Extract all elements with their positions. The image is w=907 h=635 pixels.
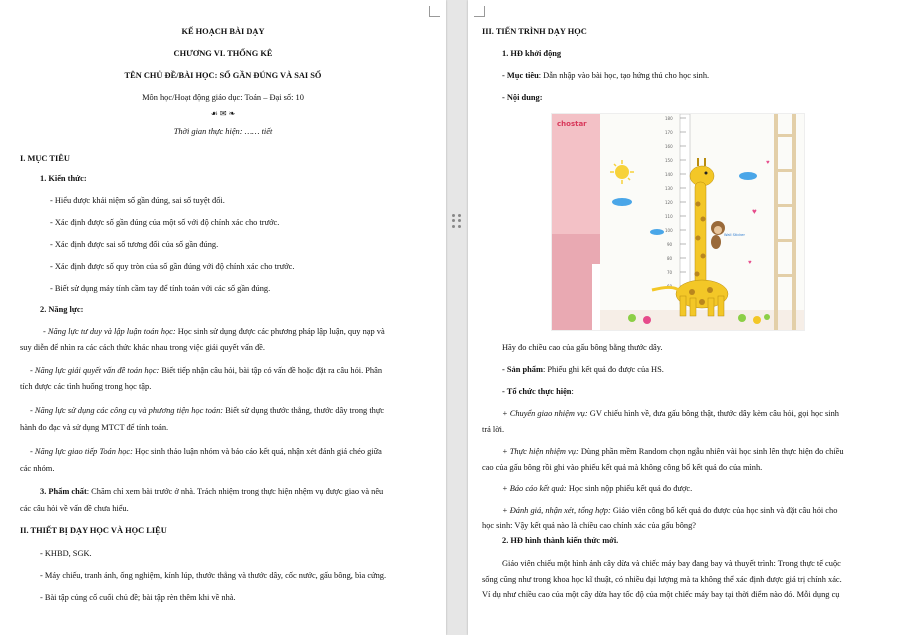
competency-continuation: hành đo đạc và sử dụng MTCT để tính toán. (20, 423, 169, 432)
section-heading-process: III. TIẾN TRÌNH DẠY HỌC (482, 27, 587, 36)
equipment-item: - KHBD, SGK. (40, 549, 92, 558)
competency-label: - Năng lực giao tiếp Toán học: (30, 447, 133, 456)
step-label: + Chuyển giao nhiệm vụ: (502, 409, 588, 418)
product-line (502, 365, 664, 375)
step-continuation: cao của gấu bông rồi ghi vào phiếu kết quả mà không công bố kết quả đo của mình. (482, 463, 763, 472)
svg-text:Wall Sticker: Wall Sticker (724, 233, 745, 237)
knowledge-item: - Xác định được sai số tương đối của số gần đúng. (50, 240, 219, 249)
competency-paragraph (43, 327, 385, 337)
competency-label: - Năng lực giải quyết vấn đề toán học: (30, 366, 160, 375)
content-label: - Nội dung: (502, 93, 543, 102)
duration-line: Thời gian thực hiện: …… tiết (173, 127, 273, 136)
heart-icon: ♥ (752, 207, 757, 216)
qualities-text: : Chăm chỉ xem bài trước ở nhà. Trách nhiệm trong thực hiện nhệm vụ được giao và nêu (86, 487, 384, 496)
svg-text:140: 140 (665, 172, 673, 177)
svg-text:120: 120 (665, 200, 673, 205)
goal-line (502, 71, 709, 81)
subheading-knowledge: 1. Kiến thức: (40, 174, 87, 183)
step-text: GV chiếu hình về, đưa gấu bông thật, thước dây kèm câu hỏi, gọi học sinh (587, 409, 839, 418)
organization-step (502, 506, 837, 516)
body-paragraph-line: sống cũng như trong khoa học kĩ thuật, có nhiều đại lượng mà ta không thể xác định được giá trị chính xác. (482, 575, 842, 584)
svg-text:110: 110 (665, 214, 673, 219)
svg-text:80: 80 (667, 256, 673, 261)
subheading-new-knowledge: 2. HĐ hình thành kiến thức mới. (502, 536, 619, 545)
qualities-label: 3. Phẩm chất (40, 487, 87, 496)
svg-text:chostar: chostar (557, 120, 587, 128)
step-label: + Thực hiện nhiệm vụ: (502, 447, 579, 456)
equipment-item: - Bài tập củng cố cuối chủ đề; bài tập rèn thêm khi về nhà. (40, 593, 236, 602)
subheading-warmup: 1. HĐ khởi động (502, 49, 562, 58)
competency-paragraph (30, 406, 384, 416)
giraffe-illustration (552, 114, 804, 330)
svg-text:160: 160 (665, 144, 673, 149)
competency-continuation: suy diễn để nhìn ra các cách thức khác nhau trong việc giải quyết vấn đề. (20, 343, 265, 352)
equipment-item: - Máy chiếu, tranh ảnh, ống nghiệm, kính lúp, thước thẳng và thước dây, cốc nước, gấu bông, bìa cứng. (40, 571, 387, 580)
competency-text: Biết tiếp nhận câu hỏi, bài tập có vấn đề hoặc đặt ra câu hỏi. Phân (159, 366, 383, 375)
step-continuation: học sinh: Vậy kết quả nào là chiều cao chính xác của gấu bông? (482, 521, 697, 530)
organization-heading (502, 387, 574, 397)
step-label: + Đánh giá, nhận xét, tổng hợp: (502, 506, 611, 515)
goal-text: : Dẫn nhập vào bài học, tạo hứng thú cho học sinh. (538, 71, 710, 80)
competency-continuation: tích được các tình huống trong học tập. (20, 382, 152, 391)
heart-icon: ♥ (766, 160, 770, 166)
body-paragraph-line: Ví dụ như chiều cao của một cây dừa hay tốc độ của một chiếc máy bay tại thời điểm nào đó. Mỗi dụng cụ (482, 590, 840, 599)
step-continuation: trả lời. (482, 425, 505, 434)
step-text: Giáo viên công bố kết quả đo được của học sinh và đặt câu hỏi cho (610, 506, 838, 515)
competency-paragraph (30, 366, 382, 376)
svg-text:130: 130 (665, 186, 673, 191)
organization-step (502, 409, 839, 419)
qualities-paragraph (40, 487, 383, 497)
competency-text: Học sinh sử dụng được các phương pháp lập luận, quy nạp và (175, 327, 385, 336)
document-page-left (0, 0, 446, 635)
chapter-title: CHƯƠNG VI. THỐNG KÊ (173, 49, 273, 58)
knowledge-item: - Xác định được số quy tròn của số gần đúng với độ chính xác cho trước. (50, 262, 295, 271)
step-text: Dùng phần mềm Random chọn ngẫu nhiên vài học sinh lên thực hiện đo chiều (578, 447, 844, 456)
competency-label: - Năng lực sử dụng các công cụ và phương tiện học toán: (30, 406, 224, 415)
competency-text: Học sinh thảo luận nhóm và báo cáo kết quả, nhận xét đánh giá chéo giữa (132, 447, 382, 456)
qualities-continuation: các câu hỏi về vấn đề chưa hiểu. (20, 504, 129, 513)
svg-text:60: 60 (667, 284, 673, 289)
goal-label: - Mục tiêu (502, 71, 539, 80)
margin-corner-mark (429, 6, 440, 17)
knowledge-item: - Xác định được số gần đúng của một số với độ chính xác cho trước. (50, 218, 280, 227)
topic-title: TÊN CHỦ ĐỀ/BÀI HỌC: SỐ GẦN ĐÚNG VÀ SAI SỐ (124, 71, 322, 80)
competency-label: - Năng lực tư duy và lập luận toán học: (43, 327, 176, 336)
knowledge-item: - Hiểu được khái niệm số gần đúng, sai số tuyệt đối. (50, 196, 225, 205)
section-heading-equipment: II. THIẾT BỊ DẠY HỌC VÀ HỌC LIỆU (20, 526, 167, 535)
svg-text:150: 150 (665, 158, 673, 163)
organization-colon: : (571, 387, 574, 396)
competency-continuation: các nhóm. (20, 464, 55, 473)
product-text: : Phiếu ghi kết quả đo được của HS. (542, 365, 664, 374)
step-label: + Báo cáo kết quả: (502, 484, 567, 493)
ornament-divider: ☙ ✉ ❧ (210, 109, 236, 118)
margin-corner-mark (474, 6, 485, 17)
product-label: - Sản phẩm (502, 365, 543, 374)
doc-title: KẾ HOẠCH BÀI DẠY (181, 27, 265, 36)
question-line: Hãy đo chiều cao của gấu bông bằng thước dây. (502, 343, 663, 352)
organization-label: - Tổ chức thực hiện (502, 387, 572, 396)
document-page-right (468, 0, 907, 635)
svg-text:170: 170 (665, 130, 673, 135)
subheading-competency: 2. Năng lực: (40, 305, 84, 314)
knowledge-item: - Biết sử dụng máy tính cầm tay để tính toán với các số gần đúng. (50, 284, 271, 293)
giraffe-height-chart-image (551, 113, 805, 331)
svg-text:100: 100 (665, 228, 673, 233)
svg-text:90: 90 (667, 242, 673, 247)
svg-text:180: 180 (665, 116, 673, 121)
competency-paragraph (30, 447, 382, 457)
organization-step (502, 484, 692, 494)
competency-text: Biết sử dụng thước thẳng, thước dây trong thực (223, 406, 385, 415)
step-text: Học sinh nộp phiếu kết quả đo được. (566, 484, 693, 493)
organization-step (502, 447, 844, 457)
subject-line: Môn học/Hoạt động giáo dục: Toán – Đại số: 10 (142, 93, 304, 102)
heart-icon: ♥ (748, 260, 752, 266)
page-splitter-handle[interactable] (452, 214, 462, 228)
svg-text:70: 70 (667, 270, 673, 275)
body-paragraph-line: Giáo viên chiếu một hình ảnh cây dừa và chiếc máy bay đang bay và thuyết trình: Trong thực tế cuộc (502, 559, 841, 568)
section-heading-objectives: I. MỤC TIÊU (20, 154, 70, 163)
